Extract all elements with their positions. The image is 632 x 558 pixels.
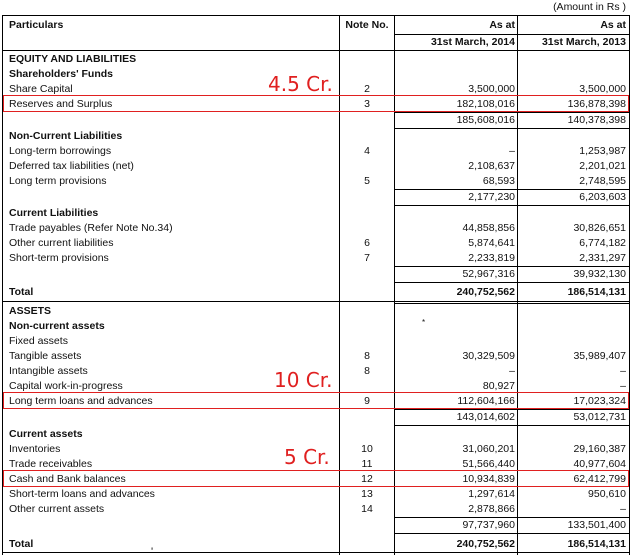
row-value-2014: 5,874,641 [468, 237, 515, 249]
row-label: Long-term borrowings [9, 145, 112, 157]
row-label: ASSETS [9, 305, 52, 317]
row-note: 8 [364, 365, 370, 377]
row-value-2014: 30,329,509 [462, 350, 515, 362]
row-label: Capital work-in-progress [9, 380, 123, 392]
row-value-2014: 2,233,819 [468, 252, 515, 264]
row-value-2013: 35,989,407 [573, 350, 626, 362]
section-line [3, 301, 629, 302]
row-label: Tangible assets [9, 350, 82, 362]
header-2013-line2: 31st March, 2013 [541, 36, 626, 48]
row-value-2013: – [620, 503, 626, 515]
row-value-2013: 40,977,604 [573, 458, 626, 470]
row-value-2013: 39,932,130 [573, 268, 626, 280]
row-note: 2 [364, 83, 370, 95]
annotation-10-cr: 10 Cr. [274, 368, 333, 392]
header-particulars: Particulars [9, 19, 64, 31]
row-label: Trade payables (Refer Note No.34) [9, 222, 173, 234]
row-label: Current Liabilities [9, 207, 99, 219]
row-value-2013: 17,023,324 [573, 395, 626, 407]
row-value-2013: 1,253,987 [579, 145, 626, 157]
row-label: Long term loans and advances [9, 395, 153, 407]
row-value-2013: 2,748,595 [579, 175, 626, 187]
highlight-long-term-loans [3, 392, 629, 409]
row-value-2014: 97,737,960 [462, 519, 515, 531]
row-label: Other current liabilities [9, 237, 114, 249]
row-value-2014: 51,566,440 [462, 458, 515, 470]
row-value-2014: 52,967,316 [462, 268, 515, 280]
double-line [394, 303, 629, 304]
row-value-2013: 6,203,603 [579, 191, 626, 203]
row-value-2013: – [620, 365, 626, 377]
row-label-total: Total [9, 538, 34, 550]
header-bottom-line [3, 50, 629, 51]
row-value-2013: 6,774,182 [579, 237, 626, 249]
row-value-2014: 2,878,866 [468, 503, 515, 515]
row-value-2014: 2,108,637 [468, 160, 515, 172]
row-value-2013: 140,378,398 [567, 114, 626, 126]
row-value-2013: 3,500,000 [579, 83, 626, 95]
header-2014-line2: 31st March, 2014 [430, 36, 515, 48]
row-value-2013: 29,160,387 [573, 443, 626, 455]
row-value-2013: 186,514,131 [567, 286, 626, 298]
row-value-2014: 185,608,016 [456, 114, 515, 126]
row-value-2013: 950,610 [588, 488, 626, 500]
row-value-2013: – [620, 380, 626, 392]
row-label: Long term provisions [9, 175, 107, 187]
amount-unit-note: (Amount in Rs ) [553, 1, 626, 13]
row-value-2014: 44,858,856 [462, 222, 515, 234]
row-value-2014: 182,108,016 [456, 98, 515, 110]
row-label: Short-term loans and advances [9, 488, 155, 500]
highlight-reserves-and-surplus [3, 95, 629, 112]
row-value-2013: 2,331,297 [579, 252, 626, 264]
row-value-2014: 80,927 [482, 380, 515, 392]
row-value-2014: 112,604,166 [457, 395, 515, 407]
row-label: Other current assets [9, 503, 105, 515]
stray-tick: ' [151, 546, 154, 558]
row-value-2013: 2,201,021 [579, 160, 626, 172]
subtotal-line [394, 205, 629, 206]
header-2014-line1: As at [489, 19, 515, 31]
row-value-2014: – [509, 365, 515, 377]
row-value-2013: 53,012,731 [573, 411, 626, 423]
row-value-2014: 10,934,839 [462, 473, 515, 485]
row-label: Shareholders' Funds [9, 68, 114, 80]
subtotal-line [394, 128, 629, 129]
row-value-2014: 240,752,562 [456, 286, 515, 298]
row-note: 6 [364, 237, 370, 249]
row-note: 10 [361, 443, 373, 455]
row-label: Deferred tax liabilities (net) [9, 160, 134, 172]
row-value-2013: 133,501,400 [567, 519, 626, 531]
header-note-no: Note No. [345, 19, 389, 31]
subtotal-line [394, 425, 629, 426]
row-note: 7 [364, 252, 370, 264]
row-note: 9 [364, 395, 370, 407]
row-value-2014: 31,060,201 [462, 443, 515, 455]
row-value-2014: – [509, 145, 515, 157]
row-label: Fixed assets [9, 335, 68, 347]
row-label: Current assets [9, 428, 83, 440]
header-2013-line1: As at [600, 19, 626, 31]
row-value-2013: 136,878,398 [567, 98, 626, 110]
row-label: Non-current assets [9, 320, 105, 332]
subtotal-line [394, 282, 629, 283]
row-value-2014: 143,014,602 [456, 411, 515, 423]
row-value-2013: 186,514,131 [567, 538, 626, 550]
row-label: Intangible assets [9, 365, 88, 377]
row-value-2014: 68,593 [482, 175, 515, 187]
row-label: Non-Current Liabilities [9, 130, 123, 142]
row-value-2014: 3,500,000 [468, 83, 515, 95]
subtotal-line [394, 533, 629, 534]
row-note: 13 [361, 488, 373, 500]
annotation-5-cr: 5 Cr. [284, 445, 330, 469]
annotation-4-5-cr: 4.5 Cr. [268, 72, 333, 96]
row-label: EQUITY AND LIABILITIES [9, 53, 137, 65]
highlight-cash-and-bank [3, 470, 629, 487]
row-label: Cash and Bank balances [9, 473, 126, 485]
row-label-total: Total [9, 286, 34, 298]
row-label: Trade receivables [9, 458, 93, 470]
row-note: 14 [361, 503, 373, 515]
row-label: Share Capital [9, 83, 73, 95]
row-label: Inventories [9, 443, 61, 455]
row-note: 5 [364, 175, 370, 187]
row-label: Reserves and Surplus [9, 98, 113, 110]
total-bottom-line [3, 552, 629, 553]
row-note: 4 [364, 145, 370, 157]
row-note: 8 [364, 350, 370, 362]
row-note: 12 [361, 473, 373, 485]
stray-asterisk: * [422, 318, 426, 327]
row-value-2014: 240,752,562 [456, 538, 515, 550]
row-note: 3 [364, 98, 370, 110]
row-value-2014: 2,177,230 [468, 191, 515, 203]
row-label: Short-term provisions [9, 252, 109, 264]
row-note: 11 [361, 458, 373, 470]
row-value-2013: 30,826,651 [573, 222, 626, 234]
row-value-2014: 1,297,614 [468, 488, 515, 500]
row-value-2013: 62,412,799 [573, 473, 626, 485]
